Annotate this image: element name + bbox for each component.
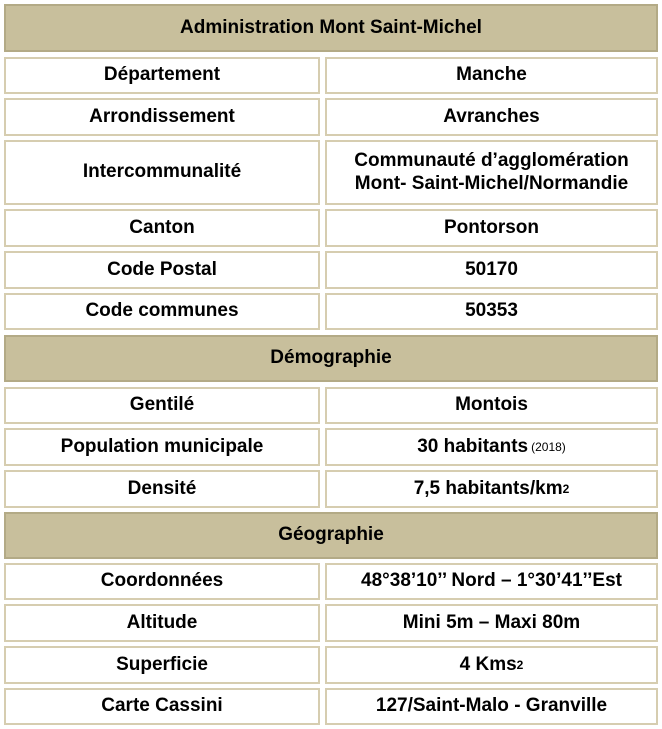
row-label: Densité	[127, 477, 197, 499]
row-value-arrondissement	[325, 98, 658, 136]
row-label: Département	[103, 64, 221, 86]
row-label: Carte Cassini	[101, 695, 223, 717]
row-label: Altitude	[126, 611, 198, 633]
row-label-departement	[4, 57, 320, 94]
row-value: 127/Saint-Malo - Granville	[375, 695, 608, 717]
row-label: Code communes	[85, 300, 239, 322]
row-label-gentile	[4, 387, 320, 424]
row-label-population	[4, 428, 320, 466]
row-label-coordonnees	[4, 563, 320, 600]
row-value-line2: Mont- Saint-Michel/Normandie	[354, 172, 629, 194]
row-value: Avranches	[443, 105, 540, 127]
row-value-line1: Communauté d’agglomération	[354, 149, 629, 171]
row-value-gentile	[325, 387, 658, 424]
row-label-densite	[4, 470, 320, 508]
row-label: Canton	[129, 216, 195, 238]
row-value-code-postal	[325, 251, 658, 289]
row-value: Montois	[455, 394, 528, 416]
row-value: 50353	[465, 300, 518, 322]
row-label-code-communes	[4, 293, 320, 330]
row-value: 48°38’10’’ Nord – 1°30’41’’Est	[361, 570, 622, 592]
section-header-geographie	[4, 512, 658, 559]
row-label-code-postal	[4, 251, 320, 289]
row-label-canton	[4, 209, 320, 247]
row-value-carte-cassini	[325, 688, 658, 725]
row-value: 30 habitants	[417, 435, 529, 457]
row-label: Intercommunalité	[82, 161, 242, 183]
row-label-arrondissement	[4, 98, 320, 136]
row-value-altitude	[325, 604, 658, 642]
row-label-superficie	[4, 646, 320, 684]
row-value: Manche	[456, 64, 527, 86]
row-value-superficie: 4 Kms 2	[325, 646, 658, 684]
row-label: Code Postal	[107, 258, 217, 280]
row-value-population	[325, 428, 658, 466]
row-label: Coordonnées	[100, 570, 224, 592]
row-value-canton	[325, 209, 658, 247]
row-label: Superficie	[116, 653, 208, 675]
row-value: 50170	[465, 258, 518, 280]
row-value: 4 Kms	[459, 653, 517, 675]
row-label-carte-cassini	[4, 688, 320, 725]
section-header-demographie	[4, 335, 658, 382]
row-value-departement	[325, 57, 658, 94]
row-value: Pontorson	[444, 216, 539, 238]
row-label-intercommunalite	[4, 140, 320, 205]
section-title: Géographie	[278, 524, 384, 546]
row-value-intercommunalite	[325, 140, 658, 205]
section-header-administration	[4, 4, 658, 52]
row-value: 7,5 habitants/km	[413, 477, 563, 499]
row-label: Population municipale	[60, 435, 264, 457]
section-title: Démographie	[270, 347, 392, 369]
row-value-coordonnees	[325, 563, 658, 600]
row-label-altitude	[4, 604, 320, 642]
row-label: Gentilé	[129, 394, 195, 416]
row-value-densite: 7,5 habitants/km 2	[325, 470, 658, 508]
row-value-note: (2018)	[531, 439, 566, 454]
row-value-code-communes	[325, 293, 658, 330]
section-title: Administration Mont Saint-Michel	[180, 16, 482, 38]
row-label: Arrondissement	[89, 105, 235, 127]
row-value: Mini 5m – Maxi 80m	[402, 611, 581, 633]
